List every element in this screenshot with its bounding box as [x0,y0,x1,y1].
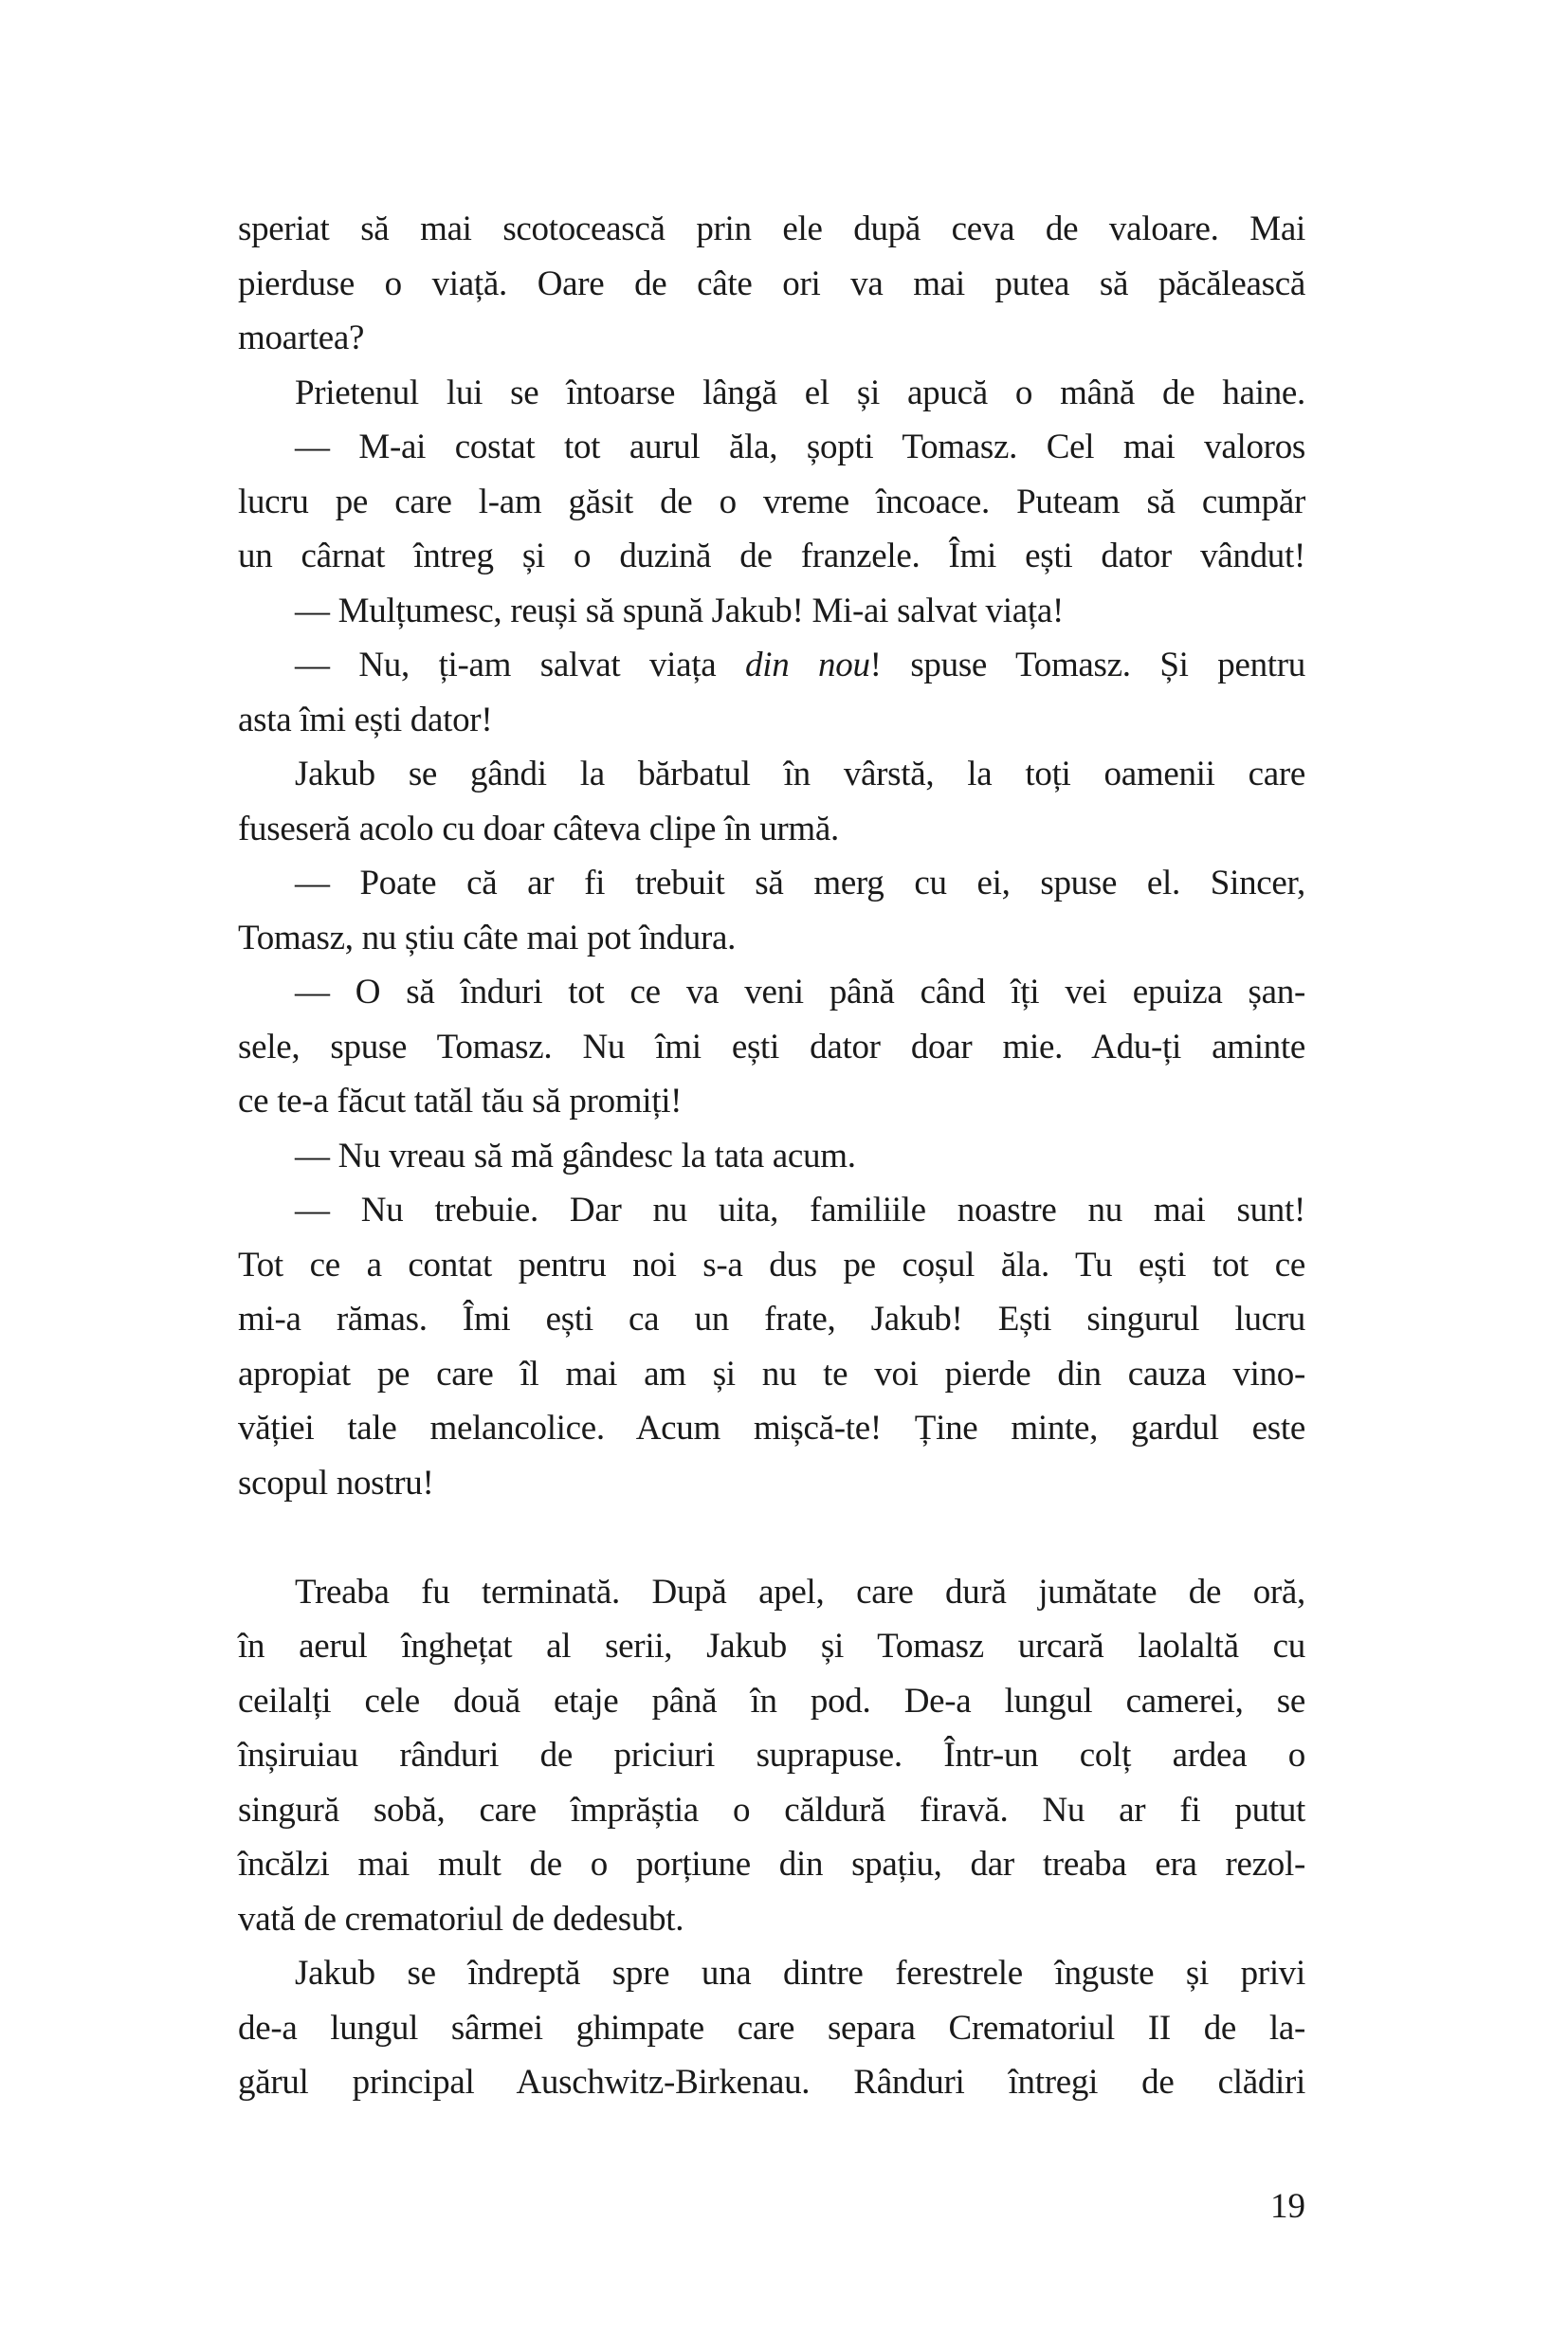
text-segment: sele, spuse Tomasz. Nu îmi ești dator doar mie. Adu-ți aminte [238,1027,1305,1066]
text-line [238,1619,1305,1674]
text-line [238,1946,1305,2001]
text-line [238,1129,1305,1184]
text-segment: Jakub se gândi la bărbatul în vârstă, la toți oamenii care [295,755,1305,793]
text-segment: — Mulțumesc, reuși să spună Jakub! Mi-ai salvat viața! [295,591,1064,630]
text-line [238,638,1305,693]
text-segment: — M-ai costat tot aurul ăla, șopti Tomasz. Cel mai valoros [295,428,1305,466]
text-line [238,202,1305,257]
text-segment: în aerul înghețat al serii, Jakub și Tomasz urcară laolaltă cu [238,1627,1305,1666]
text-segment: pierduse o viață. Oare de câte ori va mai putea să păcălească [238,264,1305,303]
page-number: 19 [1270,2187,1305,2226]
text-segment: Treaba fu terminată. După apel, care dură jumătate de oră, [295,1572,1305,1612]
italic-text: din nou [745,646,870,684]
text-line [238,1674,1305,1729]
text-line [238,747,1305,802]
text-line [238,1347,1305,1402]
section-break [238,1510,1305,1565]
text-line [238,1074,1305,1129]
text-segment: ! spuse Tomasz. Și pentru [869,646,1306,684]
text-segment: lucru pe care l-am găsit de o vreme încoace. Puteam să cumpăr [238,482,1305,521]
text-segment: apropiat pe care îl mai am și nu te voi pierde din cauza vino- [238,1354,1305,1394]
text-segment: Prietenul lui se întoarse lângă el și apucă o mână de haine. [295,373,1305,412]
text-line [238,257,1305,312]
text-segment: — Nu, ți-am salvat viața [295,646,746,684]
text-line [238,856,1305,911]
text-segment: — Nu vreau să mă gândesc la tata acum. [295,1136,856,1176]
text-line [238,693,1305,748]
text-segment: de-a lungul sârmei ghimpate care separa Crematoriul II de la- [238,2008,1305,2048]
text-line [238,2001,1305,2056]
text-line [238,802,1305,857]
text-segment: singură sobă, care împrăștia o căldură firavă. Nu ar fi putut [238,1790,1305,1830]
text-segment: înșiruiau rânduri de priciuri suprapuse. Într-un colț ardea o [238,1736,1305,1775]
text-line [238,965,1305,1020]
text-line [238,1292,1305,1347]
text-segment: asta îmi ești dator! [238,700,493,739]
text-segment: ceilalți cele două etaje până în pod. De-a lungul camerei, se [238,1681,1305,1721]
text-line [238,1456,1305,1511]
text-line [238,1401,1305,1456]
text-line [238,420,1305,475]
text-segment: speriat să mai scotocească prin ele după ceva de valoare. Mai [238,210,1305,248]
text-segment: gărul principal Auschwitz-Birkenau. Rânduri întregi de clădiri [238,2063,1305,2102]
text-line [238,584,1305,639]
text-segment: — Poate că ar fi trebuit să merg cu ei, spuse el. Sincer, [295,864,1305,902]
text-segment: Jakub se îndreptă spre una dintre ferestrele înguste și privi [295,1954,1305,1993]
text-line [238,1183,1305,1238]
text-line [238,311,1305,366]
body-text [238,202,1305,2110]
text-segment: mi-a rămas. Îmi ești ca un frate, Jakub! Ești singurul lucru [238,1300,1305,1339]
text-line [238,1837,1305,1892]
text-line [238,1783,1305,1838]
text-line [238,1020,1305,1075]
text-segment: moartea? [238,319,365,357]
text-line [238,366,1305,421]
text-line [238,911,1305,966]
text-line [238,529,1305,584]
text-segment: văției tale melancolice. Acum mișcă-te! Ține minte, gardul este [238,1409,1305,1448]
text-line [238,1238,1305,1293]
text-segment: — Nu trebuie. Dar nu uita, familiile noastre nu mai sunt! [295,1191,1305,1230]
text-segment: vată de crematoriul de dedesubt. [238,1899,684,1939]
text-segment: ce te-a făcut tatăl tău să promiți! [238,1082,683,1121]
text-segment: fuseseră acolo cu doar câteva clipe în urmă. [238,809,839,848]
text-segment: Tot ce a contat pentru noi s-a dus pe coșul ăla. Tu ești tot ce [238,1245,1305,1285]
text-segment: scopul nostru! [238,1463,434,1503]
text-segment: încălzi mai mult de o porțiune din spațiu, dar treaba era rezol- [238,1845,1305,1884]
text-segment: un cârnat întreg și o duzină de franzele. Îmi ești dator vândut! [238,537,1305,575]
text-line [238,1728,1305,1783]
text-line [238,475,1305,530]
text-segment: Tomasz, nu știu câte mai pot îndura. [238,918,737,957]
text-segment: — O să înduri tot ce va veni până când îți vei epuiza șan- [295,973,1305,1011]
text-line [238,2055,1305,2110]
text-line [238,1565,1305,1620]
text-line [238,1892,1305,1947]
